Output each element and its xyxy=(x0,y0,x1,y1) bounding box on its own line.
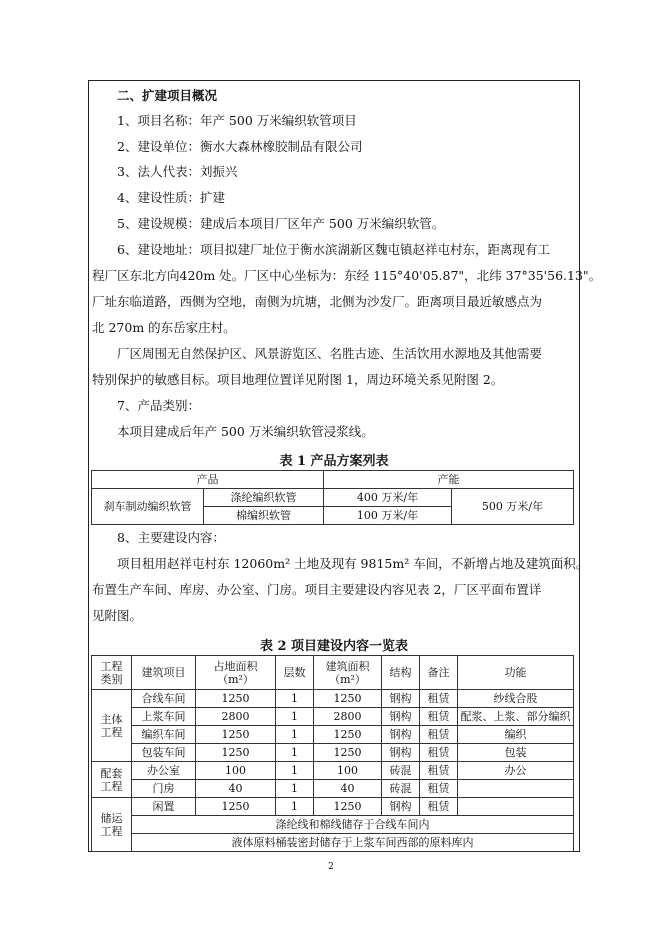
table1-category: 刹车制动编织软管 xyxy=(92,489,204,525)
cell-area: 2800 xyxy=(314,708,382,726)
section-title: 二、扩建项目概况 xyxy=(117,88,218,103)
cell-remark: 租赁 xyxy=(420,744,458,762)
cell-remark: 租赁 xyxy=(420,726,458,744)
cell-remark: 租赁 xyxy=(420,798,458,816)
table2-header-building-area: 建筑面积 （m²） xyxy=(314,656,382,690)
table-row xyxy=(92,816,574,834)
table1-product-capacity: 100 万米/年 xyxy=(324,507,452,525)
cell-building: 门房 xyxy=(132,780,196,798)
cell-floors: 1 xyxy=(276,690,314,708)
table2-header-remark: 备注 xyxy=(420,656,458,690)
item-product-text: 本项目建成后年产 500 万米编织软管浸浆线。 xyxy=(117,424,374,439)
item-address-line1: 6、建设地址：项目拟建厂址位于衡水滨湖新区魏屯镇赵祥屯村东，距离现有工 xyxy=(117,242,550,257)
table-row xyxy=(92,690,574,708)
cell-floors: 1 xyxy=(276,798,314,816)
table1-product-capacity: 400 万米/年 xyxy=(324,489,452,507)
table1-total: 500 万米/年 xyxy=(452,489,574,525)
cell-land: 100 xyxy=(196,762,276,780)
cell-area: 100 xyxy=(314,762,382,780)
cell-area: 1250 xyxy=(314,726,382,744)
cell-area: 1250 xyxy=(314,744,382,762)
cell-floors: 1 xyxy=(276,708,314,726)
cell-building: 办公室 xyxy=(132,762,196,780)
table-row xyxy=(92,762,574,780)
item-main-content: 8、主要建设内容： xyxy=(117,530,225,545)
cell-area: 1250 xyxy=(314,798,382,816)
cell-structure: 钢构 xyxy=(382,690,420,708)
table1-product-name: 涤纶编织软管 xyxy=(204,489,324,507)
table1-caption: 表 1 产品方案列表 xyxy=(279,454,389,469)
item-product-category: 7、产品类别： xyxy=(117,398,200,413)
cell-structure: 钢构 xyxy=(382,708,420,726)
cell-building: 编织车间 xyxy=(132,726,196,744)
cell-land: 40 xyxy=(196,780,276,798)
cell-floors: 1 xyxy=(276,726,314,744)
cell-function: 纱线合股 xyxy=(458,690,574,708)
cell-structure: 砖混 xyxy=(382,762,420,780)
cell-remark: 租赁 xyxy=(420,708,458,726)
table1-product-name: 棉编织软管 xyxy=(204,507,324,525)
cell-structure: 钢构 xyxy=(382,726,420,744)
main-content-line2: 布置生产车间、库房、办公室、门房。项目主要建设内容见表 2，厂区平面布置详 xyxy=(92,582,542,597)
table2-header-structure: 结构 xyxy=(382,656,420,690)
cell-function xyxy=(458,780,574,798)
main-content-line1: 项目租用赵祥屯村东 12060m² 土地及现有 9815m² 车间，不新增占地及建筑面积。 xyxy=(117,556,589,571)
item-nature: 4、建设性质：扩建 xyxy=(117,190,225,205)
storage-note: 液体原料桶装密封储存于上浆车间西部的原料库内 xyxy=(132,834,574,852)
table2-header-category: 工程 类别 xyxy=(92,656,132,690)
cell-floors: 1 xyxy=(276,780,314,798)
table-row xyxy=(92,798,574,816)
storage-note: 涤纶线和棉线储存于合线车间内 xyxy=(132,816,574,834)
main-content-line3: 见附图。 xyxy=(92,608,143,623)
cell-remark: 租赁 xyxy=(420,690,458,708)
item-scale: 5、建设规模：建成后本项目厂区年产 500 万米编织软管。 xyxy=(117,216,445,231)
cell-function: 配浆、上浆、部分编织 xyxy=(458,708,574,726)
table2-header-building: 建筑项目 xyxy=(132,656,196,690)
item-project-name: 1、项目名称：年产 500 万米编织软管项目 xyxy=(117,113,357,128)
table1-header-product: 产品 xyxy=(92,471,324,489)
cell-remark: 租赁 xyxy=(420,762,458,780)
cell-floors: 1 xyxy=(276,744,314,762)
cell-function: 包装 xyxy=(458,744,574,762)
cell-area: 40 xyxy=(314,780,382,798)
group-storage: 储运 工程 xyxy=(92,798,132,852)
construction-table xyxy=(91,655,574,852)
cell-remark: 租赁 xyxy=(420,780,458,798)
table-row xyxy=(92,744,574,762)
cell-land: 1250 xyxy=(196,690,276,708)
cell-land: 1250 xyxy=(196,726,276,744)
table2-header-floors: 层数 xyxy=(276,656,314,690)
table-row xyxy=(92,834,574,852)
cell-structure: 砖混 xyxy=(382,780,420,798)
cell-function xyxy=(458,798,574,816)
item-address-line4: 北 270m 的东岳家庄村。 xyxy=(92,320,236,335)
cell-land: 1250 xyxy=(196,744,276,762)
cell-building: 包装车间 xyxy=(132,744,196,762)
cell-area: 1250 xyxy=(314,690,382,708)
item-address-line3: 厂址东临道路，西侧为空地，南侧为坑塘，北侧为沙发厂。距离项目最近敏感点为 xyxy=(92,294,543,309)
cell-structure: 钢构 xyxy=(382,798,420,816)
product-table xyxy=(91,470,574,525)
table2-header-land-area: 占地面积 （m²） xyxy=(196,656,276,690)
table2-caption: 表 2 项目建设内容一览表 xyxy=(259,639,409,654)
item-address-line2: 程厂区东北方向420m 处。厂区中心坐标为：东经 115°40'05.87"，北纬 37°35'56.13"。 xyxy=(92,268,602,283)
table-row xyxy=(92,726,574,744)
table1-header-capacity: 产能 xyxy=(324,471,574,489)
cell-function: 编织 xyxy=(458,726,574,744)
item-builder: 2、建设单位：衡水大森林橡胶制品有限公司 xyxy=(117,139,363,154)
env-line1: 厂区周围无自然保护区、风景游览区、名胜古迹、生活饮用水源地及其他需要 xyxy=(117,346,543,361)
table2-header-function: 功能 xyxy=(458,656,574,690)
table-row xyxy=(92,780,574,798)
item-legal-rep: 3、法人代表：刘振兴 xyxy=(117,164,238,179)
cell-building: 上浆车间 xyxy=(132,708,196,726)
cell-structure: 钢构 xyxy=(382,744,420,762)
page-number: 2 xyxy=(328,862,334,872)
cell-floors: 1 xyxy=(276,762,314,780)
group-support: 配套 工程 xyxy=(92,762,132,798)
env-line2: 特别保护的敏感目标。项目地理位置详见附图 1，周边环境关系见附图 2。 xyxy=(92,372,504,387)
cell-land: 1250 xyxy=(196,798,276,816)
group-main: 主体 工程 xyxy=(92,690,132,762)
cell-land: 2800 xyxy=(196,708,276,726)
cell-function: 办公 xyxy=(458,762,574,780)
table-row xyxy=(92,708,574,726)
cell-building: 闲置 xyxy=(132,798,196,816)
cell-building: 合线车间 xyxy=(132,690,196,708)
